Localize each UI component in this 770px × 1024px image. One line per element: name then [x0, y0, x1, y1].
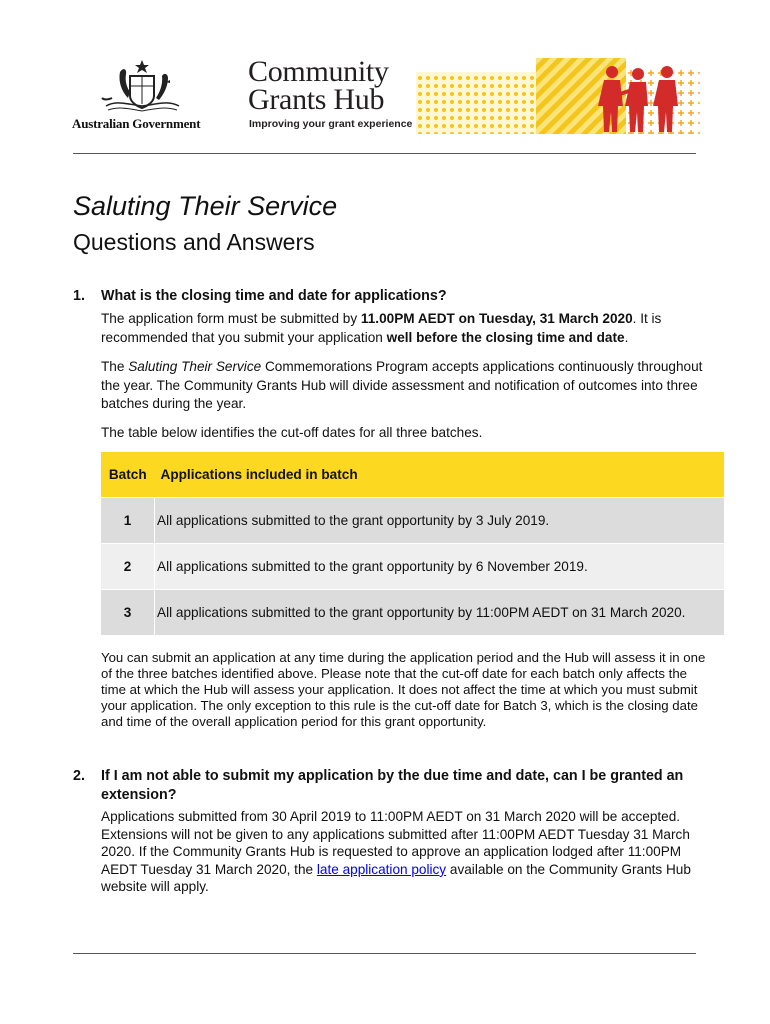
batch-description: All applications submitted to the grant opportunity by 3 July 2019. — [155, 498, 725, 544]
batch-description: All applications submitted to the grant opportunity by 11:00PM AEDT on 31 March 2020. — [155, 590, 725, 636]
question-1-text: What is the closing time and date for applications? — [101, 288, 447, 304]
question-2-text: If I am not able to submit my application by the due time and date, can I be granted an extension? — [101, 768, 684, 803]
table-header-applications: Applications included in batch — [155, 452, 725, 498]
text-run: available on the Community Grants Hub website will apply. — [101, 861, 691, 895]
document-subtitle: Questions and Answers — [73, 229, 315, 255]
text-run: The application form must be submitted by — [101, 311, 361, 326]
footer-divider — [73, 953, 696, 954]
hub-title-line1: Community — [248, 55, 389, 88]
program-name-italic: Saluting Their Service — [128, 359, 262, 374]
table-row — [101, 498, 724, 544]
text-run: . It is recommended that you submit your application — [101, 311, 662, 345]
hub-tagline: Improving your grant experience — [249, 118, 413, 130]
closing-time-emphasis: 11.00PM AEDT on Tuesday, 31 March 2020 — [360, 311, 633, 326]
table-row — [101, 544, 724, 590]
coat-of-arms-icon — [100, 58, 185, 116]
hub-title-line2: Grants Hub — [248, 83, 385, 116]
question-2-paragraph-1 — [101, 808, 706, 896]
batch-number: 2 — [101, 544, 155, 590]
hub-title — [248, 55, 389, 116]
header-divider — [73, 153, 696, 154]
government-label: Australian Government — [72, 116, 201, 131]
question-1-number: 1. — [73, 288, 85, 304]
document-title: Saluting Their Service — [73, 191, 338, 221]
submit-early-emphasis: well before the closing time and date — [386, 329, 625, 345]
batch-description: All applications submitted to the grant opportunity by 6 November 2019. — [155, 544, 725, 590]
batch-cutoff-table — [101, 452, 724, 635]
batch-number: 3 — [101, 590, 155, 636]
late-application-policy-link[interactable]: late application policy — [316, 861, 447, 877]
table-row — [101, 590, 724, 636]
text-run: Commemorations Program accepts applications continuously throughout the year. The Community Grants Hub will divide assessment and notification of outcomes into three batches during the year. — [101, 359, 703, 411]
page-header — [0, 0, 770, 150]
question-1-paragraph-4: You can submit an application at any time during the application period and the Hub will assess it in one of the three batches identified above. Please note that the cut-off date for each batch only affects the time at which the Hub will assess your application. It does not affect the time at which you must submit your application. The only exception to this rule is the cut-off date for Batch 3, which is the closing date and time of the overall application period for this grant opportunity. — [101, 650, 706, 729]
question-2-number: 2. — [73, 768, 85, 784]
table-header-batch: Batch — [101, 452, 155, 498]
table-header-row — [101, 452, 724, 498]
batch-number: 1 — [101, 498, 155, 544]
question-1-paragraph-3: The table below identifies the cut-off dates for all three batches. — [101, 425, 483, 440]
people-banner-graphic — [416, 58, 700, 134]
question-1-paragraph-2 — [101, 358, 706, 414]
text-run: The — [101, 359, 129, 374]
question-1-paragraph-1 — [101, 310, 706, 347]
text-run: . — [624, 329, 629, 345]
text-run: Applications submitted from 30 April 2019 to 11:00PM AEDT on 31 March 2020 will be accepted. Extensions will not be given to any applications submitted after 11:00PM AEDT Tuesday 31 March 2020. If the Community Grants Hub is requested to approve an application lodged after 11:00PM AEDT Tuesday 31 March 2020, the — [101, 809, 690, 877]
